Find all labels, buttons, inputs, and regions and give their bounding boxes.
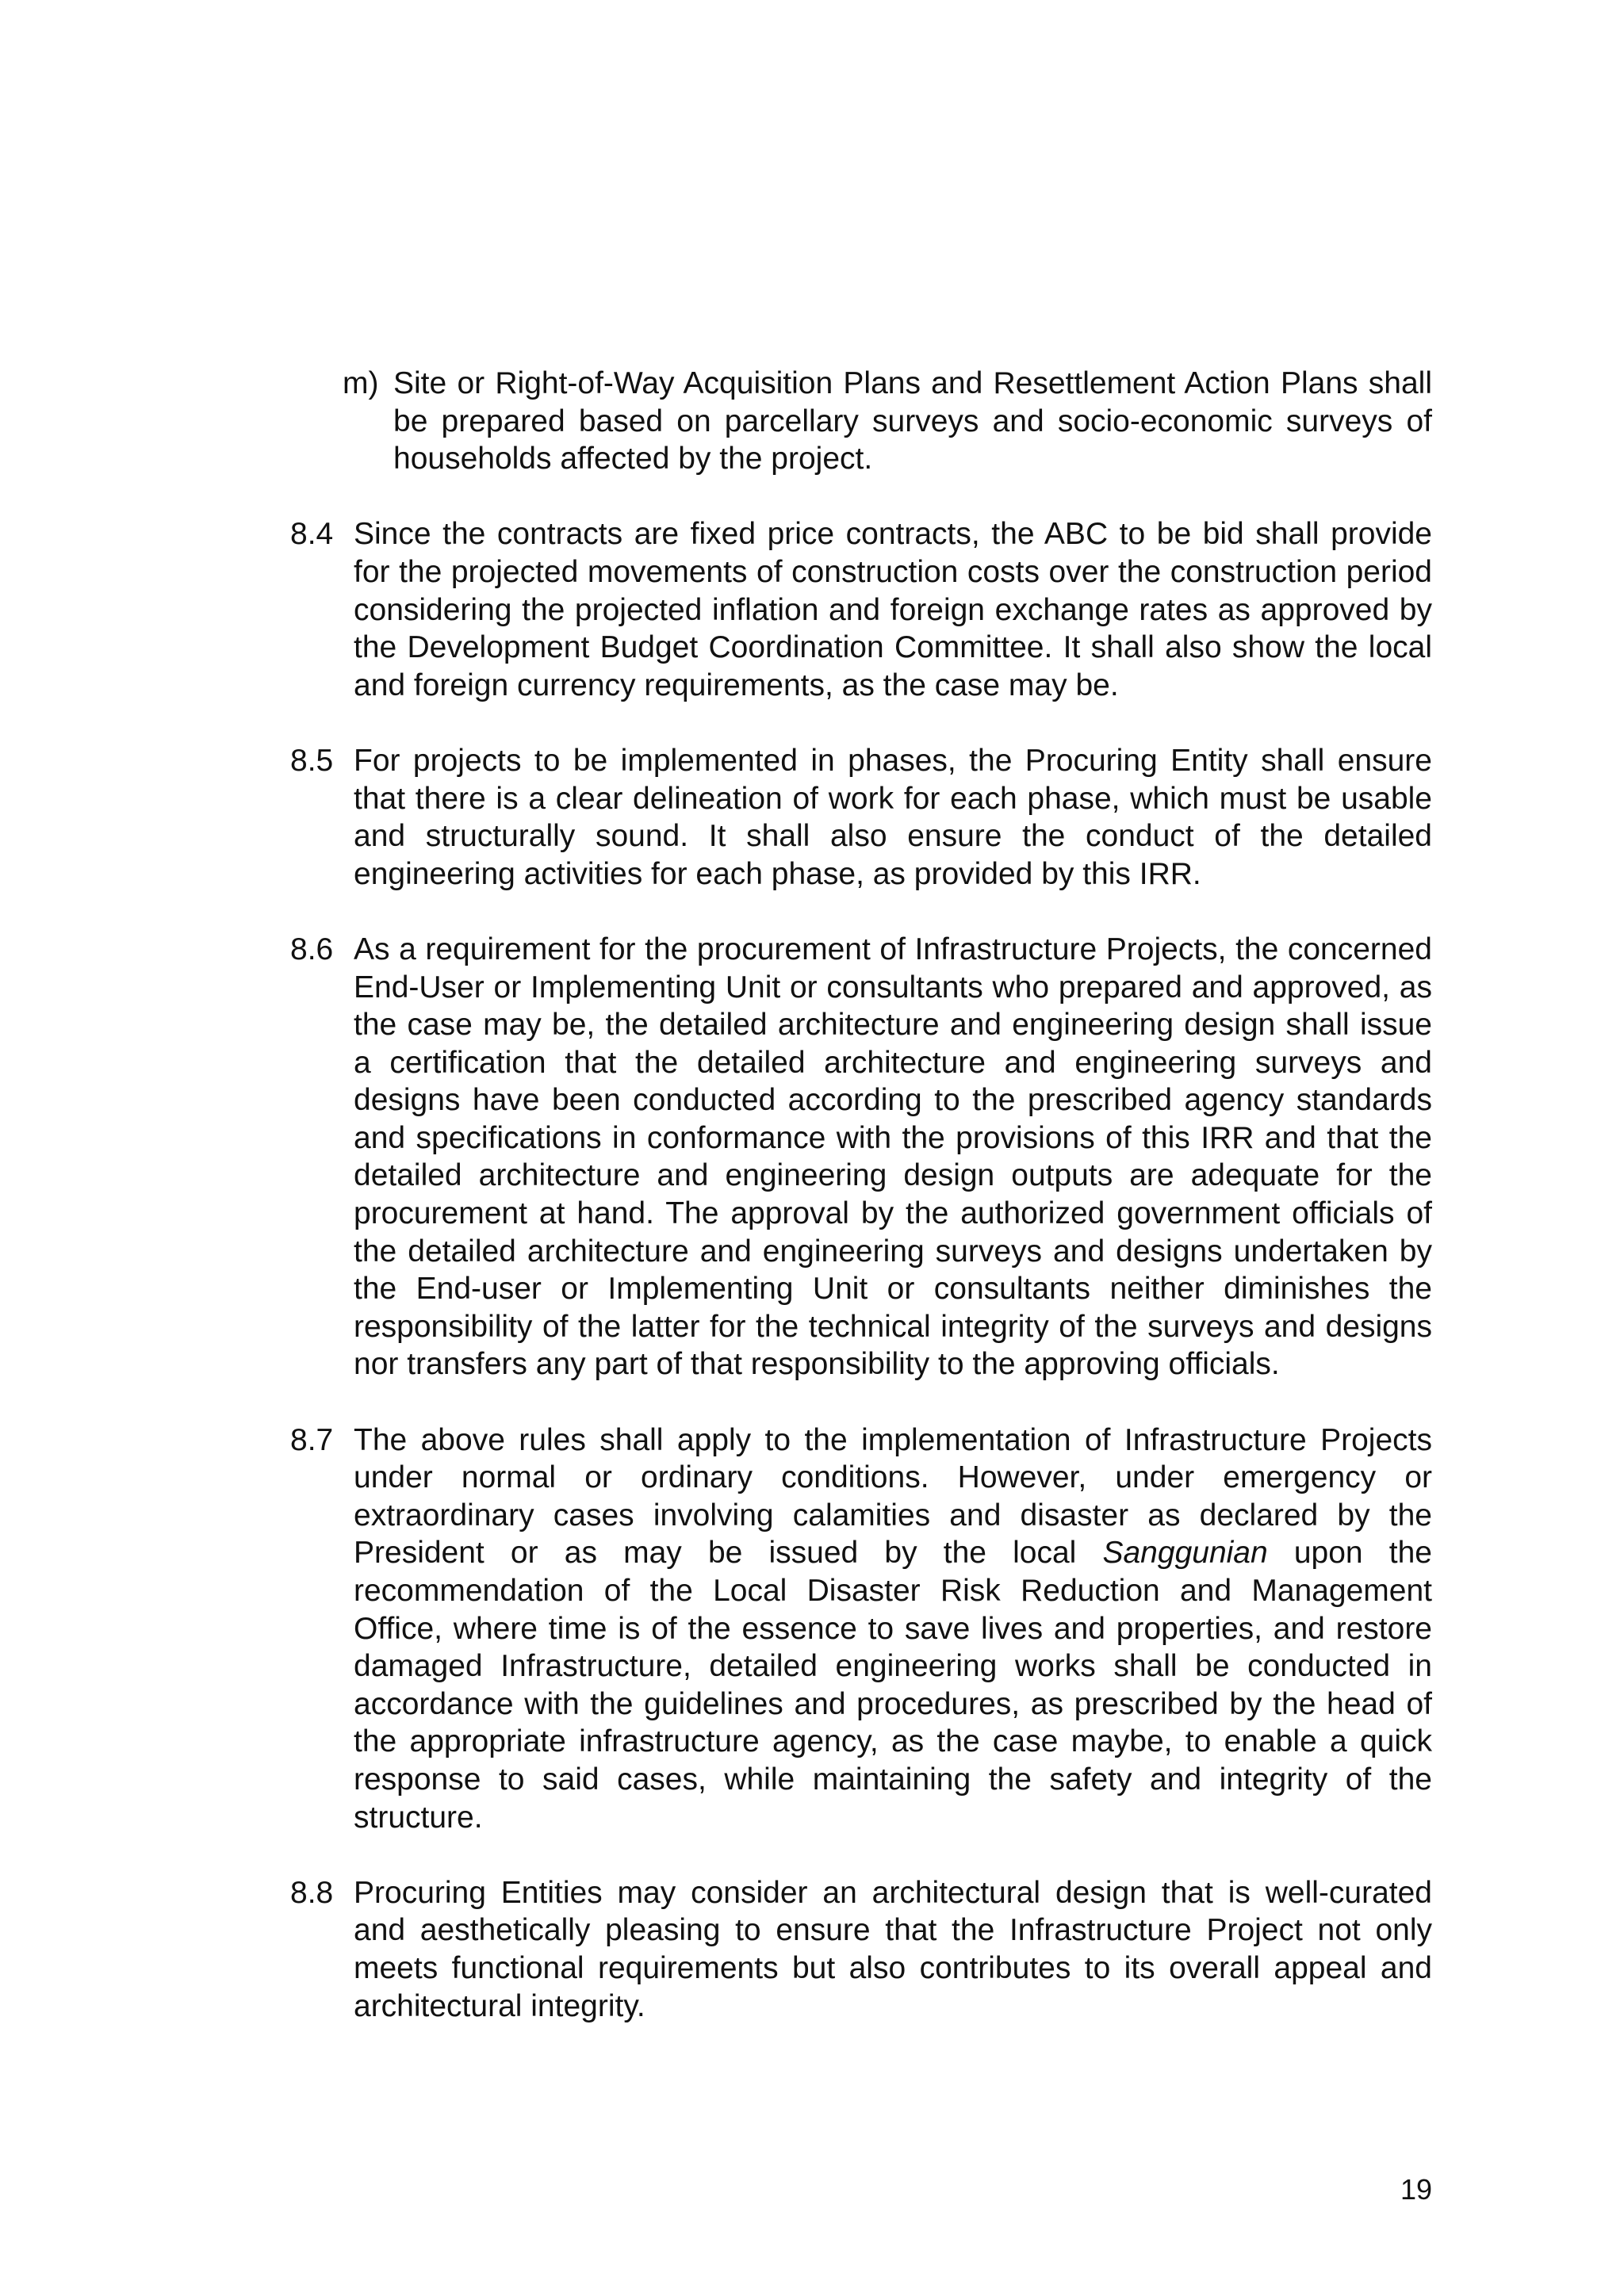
section-number: 8.5 (290, 743, 334, 778)
section-text: Since the contracts are fixed price contracts, the ABC to be bid shall provide for the projected movements of construction costs over the construction period considering the projected inflation and foreign exchange rates as approved by the Development Budget Coordination Committee. It shall also show the local and foreign currency requirements, as the case may be. (354, 517, 1432, 702)
section-number: 8.7 (290, 1422, 334, 1457)
section-8-5 (290, 742, 1432, 893)
list-item-m (290, 365, 1432, 478)
item-number: m) (343, 366, 379, 400)
section-8-4 (290, 515, 1432, 704)
section-8-8 (290, 1874, 1432, 2025)
item-text: Site or Right-of-Way Acquisition Plans and Resettlement Action Plans shall be prepared based on parcellary surveys and socio-economic surveys of households affected by the project. (393, 366, 1432, 476)
section-8-6 (290, 931, 1432, 1383)
section-text: As a requirement for the procurement of Infrastructure Projects, the concerned End-User or Implementing Unit or consultants who prepared and approved, as the case may be, the detailed architecture and engineering design shall issue a certification that the detailed architecture and engineering surveys and designs have been conducted according to the prescribed agency standards and specifications in conformance with the provisions of this IRR and that the detailed architecture and engineering design outputs are adequate for the procurement at hand. The approval by the authorized government officials of the detailed architecture and engineering surveys and designs undertaken by the End-user or Implementing Unit or consultants neither diminishes the responsibility of the latter for the technical integrity of the surveys and designs nor transfers any part of that responsibility to the approving officials. (354, 932, 1432, 1382)
page-body (290, 365, 1432, 2063)
section-text: Procuring Entities may consider an architectural design that is well-curated and aesthetically pleasing to ensure that the Infrastructure Project not only meets functional requirements but also contributes to its overall appeal and architectural integrity. (354, 1875, 1432, 2023)
page-number: 19 (1400, 2173, 1432, 2206)
section-text (354, 1422, 1432, 1837)
section-number: 8.4 (290, 517, 334, 552)
sanggunian-term: Sanggunian (1102, 1536, 1268, 1571)
section-number: 8.6 (290, 932, 334, 966)
section-text-part: The above rules shall apply to the implementation of Infrastructure Projects under normal or ordinary conditions. However, under emergency or extraordinary cases involving calamities and disaster as declared by the President or as may be issued by the local (354, 1422, 1432, 1571)
section-text-part: upon the recommendation of the Local Disaster Risk Reduction and Management Office, where time is of the essence to save lives and properties, and restore damaged Infrastructure, detailed engineering works shall be conducted in accordance with the guidelines and procedures, as prescribed by the head of the appropriate infrastructure agency, as the case maybe, to enable a quick response to said cases, while maintaining the safety and integrity of the structure. (354, 1536, 1432, 1835)
section-8-7 (290, 1422, 1432, 1837)
section-text: For projects to be implemented in phases, the Procuring Entity shall ensure that there is a clear delineation of work for each phase, which must be usable and structurally sound. It shall also ensure the conduct of the detailed engineering activities for each phase, as provided by this IRR. (354, 743, 1432, 891)
section-number: 8.8 (290, 1875, 334, 1910)
